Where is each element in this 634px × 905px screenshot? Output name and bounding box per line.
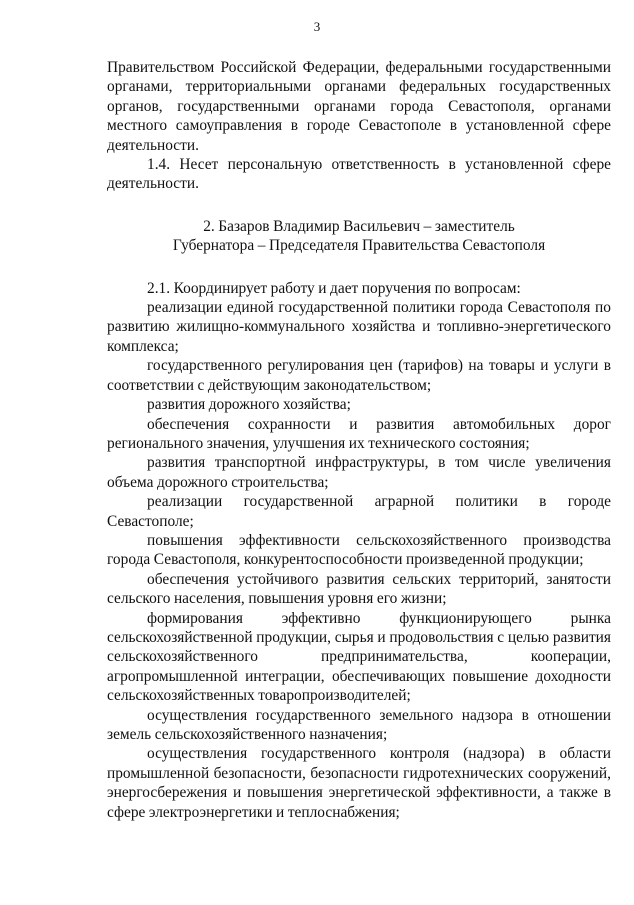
item-1-4: 1.4. Несет персональную ответственность в установленной сфере деятельности. (107, 156, 611, 193)
list-item: обеспечения устойчивого развития сельских территорий, занятости сельского населения, повышения уровня его жизни; (107, 570, 611, 608)
paragraph-continuation: Правительством Российской Федерации, федеральными государственными органами, территориальными органами федеральных государственных органов, государственными органами города Севастополя, органами местного самоуправления в городе Севастополе в установленной сфере деятельности. (107, 59, 611, 154)
list-item: государственного регулирования цен (тарифов) на товары и услуги в соответствии с действующим законодательством; (107, 357, 611, 394)
section-2-heading (107, 217, 611, 256)
list-item: реализации государственной аграрной политики в городе Севастополе; (107, 493, 611, 530)
list-item: развития транспортной инфраструктуры, в том числе увеличения объема дорожного строительства; (107, 454, 611, 491)
list-item: осуществления государственного земельного надзора в отношении земель сельскохозяйственного назначения; (107, 706, 611, 743)
list-item: повышения эффективности сельскохозяйственного производства города Севастополя, конкурентоспособности произведенной продукции; (107, 531, 611, 569)
list-item: обеспечения сохранности и развития автомобильных дорог регионального значения, улучшения их технического состояния; (107, 415, 611, 452)
section-2-heading-line2: Губернатора – Председателя Правительства Севастополя (172, 237, 546, 255)
list-item: развития дорожного хозяйства; (147, 396, 351, 414)
section-2-heading-line1: 2. Базаров Владимир Васильевич – заместитель (203, 217, 515, 235)
item-2-1: 2.1. Координирует работу и дает поручения по вопросам: (147, 279, 521, 297)
document-body (107, 58, 611, 822)
list-item: осуществления государственного контроля (надзора) в области промышленной безопасности, безопасности гидротехнических сооружений, энергосбережения и повышения энергетической эффективности, а также в сфере электроэнергетики и теплоснабжения; (107, 745, 611, 821)
list-item: формирования эффективно функционирующего рынка сельскохозяйственной продукции, сырья и продовольствия с целью развития сельскохозяйственного предпринимательства, кооперации, агропромышленной интеграции, обеспечивающих повышение доходности сельскохозяйственных товаропроизводителей; (107, 609, 611, 705)
list-item: реализации единой государственной политики города Севастополя по развитию жилищно-коммунального хозяйства и топливно-энергетического комплекса; (107, 299, 611, 355)
page-number: 3 (313, 19, 321, 34)
